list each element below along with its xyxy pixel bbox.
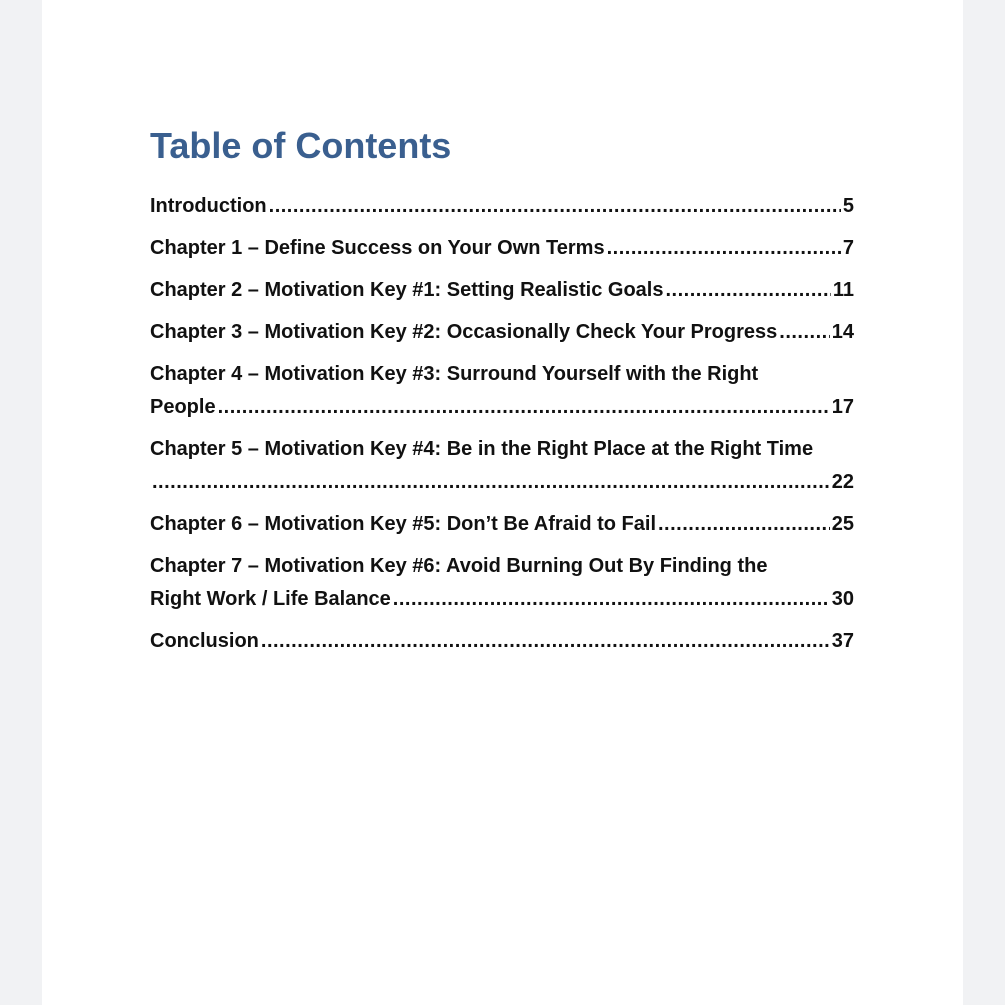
toc-entry-chapter-2[interactable] — [150, 274, 854, 307]
toc-entry-chapter-3[interactable] — [150, 316, 854, 349]
toc-entry-conclusion[interactable] — [150, 625, 854, 658]
toc-entry-label: Chapter 3 – Motivation Key #2: Occasionally Check Your Progress — [150, 321, 778, 343]
toc-entry-label-line-2: Right Work / Life Balance — [150, 588, 391, 610]
toc-entry-page: 30 — [831, 588, 854, 610]
toc-entry-label-line-2: People — [150, 396, 216, 418]
dot-leader — [218, 391, 830, 424]
toc-entry-introduction[interactable] — [150, 190, 854, 223]
toc-entry-page: 22 — [831, 471, 854, 493]
toc-entry-label: Conclusion — [150, 630, 259, 652]
toc-entry-label-line-1: Chapter 4 – Motivation Key #3: Surround Yourself with the Right — [150, 363, 759, 385]
dot-leader — [665, 274, 830, 307]
toc-entry-chapter-6[interactable] — [150, 508, 854, 541]
toc-entry-page: 7 — [842, 237, 854, 259]
dot-leader — [607, 232, 841, 265]
toc-entry-chapter-5[interactable] — [150, 433, 854, 499]
dot-leader — [658, 508, 830, 541]
dot-leader — [393, 583, 830, 616]
toc-list — [150, 190, 854, 667]
toc-entry-chapter-1[interactable] — [150, 232, 854, 265]
dot-leader — [152, 466, 830, 499]
toc-entry-page: 11 — [832, 279, 854, 301]
dot-leader — [779, 316, 829, 349]
dot-leader — [269, 190, 841, 223]
toc-entry-label: Chapter 2 – Motivation Key #1: Setting Realistic Goals — [150, 279, 664, 301]
toc-entry-page: 25 — [831, 513, 854, 535]
toc-entry-chapter-7[interactable] — [150, 550, 854, 616]
toc-entry-label-line-1: Chapter 5 – Motivation Key #4: Be in the Right Place at the Right Time — [150, 438, 814, 460]
document-page — [42, 0, 963, 1005]
toc-entry-label: Chapter 1 – Define Success on Your Own Terms — [150, 237, 605, 259]
toc-entry-label: Introduction — [150, 195, 267, 217]
toc-entry-label: Chapter 6 – Motivation Key #5: Don’t Be Afraid to Fail — [150, 513, 656, 535]
toc-entry-page: 17 — [831, 396, 854, 418]
toc-entry-page: 14 — [831, 321, 854, 343]
toc-entry-label-line-1: Chapter 7 – Motivation Key #6: Avoid Burning Out By Finding the — [150, 555, 768, 577]
toc-entry-chapter-4[interactable] — [150, 358, 854, 424]
dot-leader — [261, 625, 830, 658]
toc-title: Table of Contents — [150, 125, 452, 166]
toc-entry-page: 37 — [831, 630, 854, 652]
toc-entry-page: 5 — [842, 195, 854, 217]
